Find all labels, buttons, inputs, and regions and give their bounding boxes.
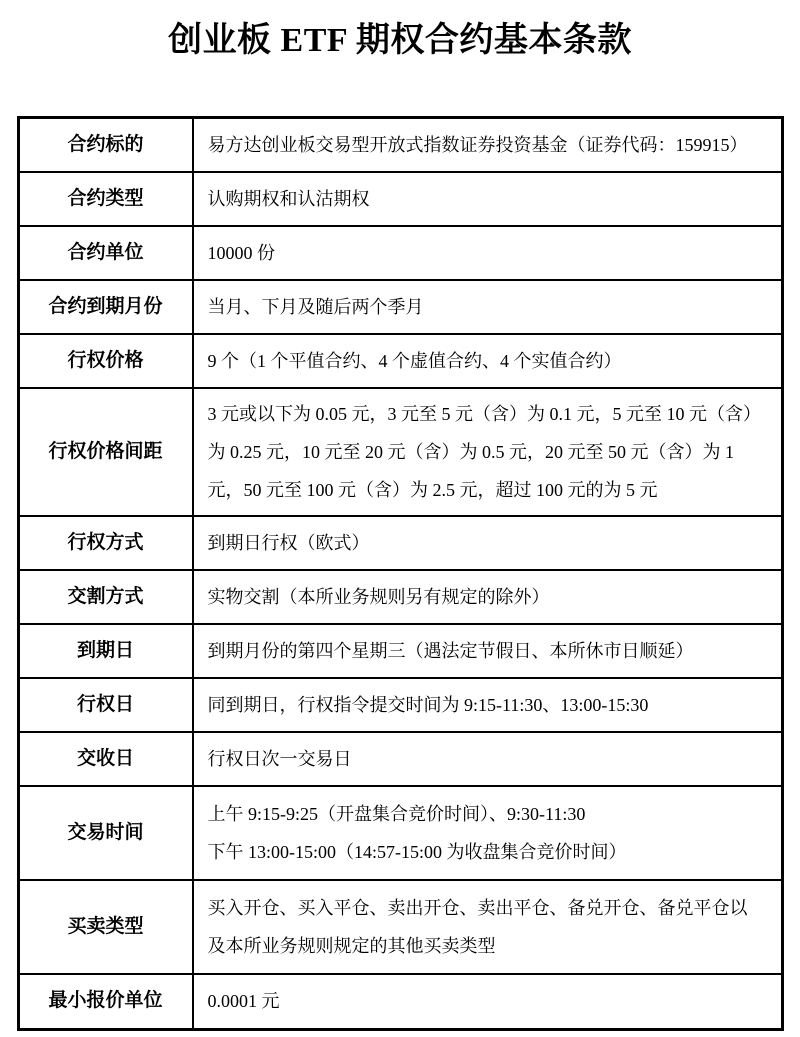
table-row-expiry-date (18, 624, 782, 678)
row-label: 买卖类型 (18, 880, 193, 974)
row-value (193, 880, 783, 974)
row-value-text: 行权日次一交易日 (207, 748, 352, 769)
row-label: 最小报价单位 (18, 974, 193, 1030)
row-label: 行权价格间距 (18, 388, 193, 516)
row-value (193, 624, 783, 678)
table-row-contract-type (18, 172, 782, 226)
table-row-settlement-date (18, 732, 782, 786)
row-value-text: 易方达创业板交易型开放式指数证券投资基金（证券代码：159915） (207, 134, 748, 155)
row-value (193, 226, 783, 280)
contract-terms-body (18, 118, 782, 1030)
row-label: 交割方式 (18, 570, 193, 624)
row-label: 交易时间 (18, 786, 193, 880)
row-value-text-line2: 下午 13:00-15:00（14:57-15:00 为收盘集合竞价时间） (207, 841, 627, 862)
row-label: 交收日 (18, 732, 193, 786)
row-value (193, 118, 783, 172)
row-label: 合约到期月份 (18, 280, 193, 334)
row-value-text-line1: 上午 9:15-9:25（开盘集合竞价时间）、9:30-11:30 (207, 803, 586, 824)
row-value-text: 10000 份 (207, 242, 275, 263)
row-label: 行权日 (18, 678, 193, 732)
row-label: 合约标的 (18, 118, 193, 172)
row-value (193, 334, 783, 388)
row-label: 行权价格 (18, 334, 193, 388)
table-row-trading-hours (18, 786, 782, 880)
row-value-text: 认购期权和认沽期权 (207, 188, 370, 209)
table-row-contract-unit (18, 226, 782, 280)
row-value-text: 同到期日，行权指令提交时间为 9:15-11:30、13:00-15:30 (207, 694, 649, 715)
row-value-text: 9 个（1 个平值合约、4 个虚值合约、4 个实值合约） (207, 350, 622, 371)
row-value (193, 570, 783, 624)
row-label: 到期日 (18, 624, 193, 678)
page-title: 创业板 ETF 期权合约基本条款 (168, 22, 632, 59)
row-value (193, 280, 783, 334)
row-value (193, 678, 783, 732)
row-label: 合约类型 (18, 172, 193, 226)
row-value (193, 732, 783, 786)
contract-terms-table (17, 116, 784, 1031)
row-value (193, 172, 783, 226)
table-row-tick-size (18, 974, 782, 1030)
table-row-exercise-style (18, 516, 782, 570)
table-row-strike-prices (18, 334, 782, 388)
table-row-order-types (18, 880, 782, 974)
row-value-text: 到期月份的第四个星期三（遇法定节假日、本所休市日顺延） (207, 640, 694, 661)
row-value-text: 0.0001 元 (207, 991, 280, 1012)
row-value (193, 974, 783, 1030)
row-value-text: 买入开仓、买入平仓、卖出开仓、卖出平仓、备兑开仓、备兑平仓以及本所业务规则规定的其他买卖类型 (207, 897, 748, 956)
row-value-text: 到期日行权（欧式） (207, 532, 370, 553)
table-row-expiry-months (18, 280, 782, 334)
row-value-text: 3 元或以下为 0.05 元，3 元至 5 元（含）为 0.1 元，5 元至 10 元（含）为 0.25 元，10 元至 20 元（含）为 0.5 元，20 元至 50 元（含）为 1 元，50 元至 100 元（含）为 2.5 元，超过 100 元的为 5 元 (207, 403, 761, 500)
table-row-underlying (18, 118, 782, 172)
row-label: 行权方式 (18, 516, 193, 570)
table-row-strike-intervals (18, 388, 782, 516)
row-value (193, 388, 783, 516)
row-value (193, 786, 783, 880)
row-value-text: 实物交割（本所业务规则另有规定的除外） (207, 586, 550, 607)
row-value (193, 516, 783, 570)
table-row-exercise-date (18, 678, 782, 732)
table-row-settlement-method (18, 570, 782, 624)
row-label: 合约单位 (18, 226, 193, 280)
row-value-text: 当月、下月及随后两个季月 (207, 296, 424, 317)
